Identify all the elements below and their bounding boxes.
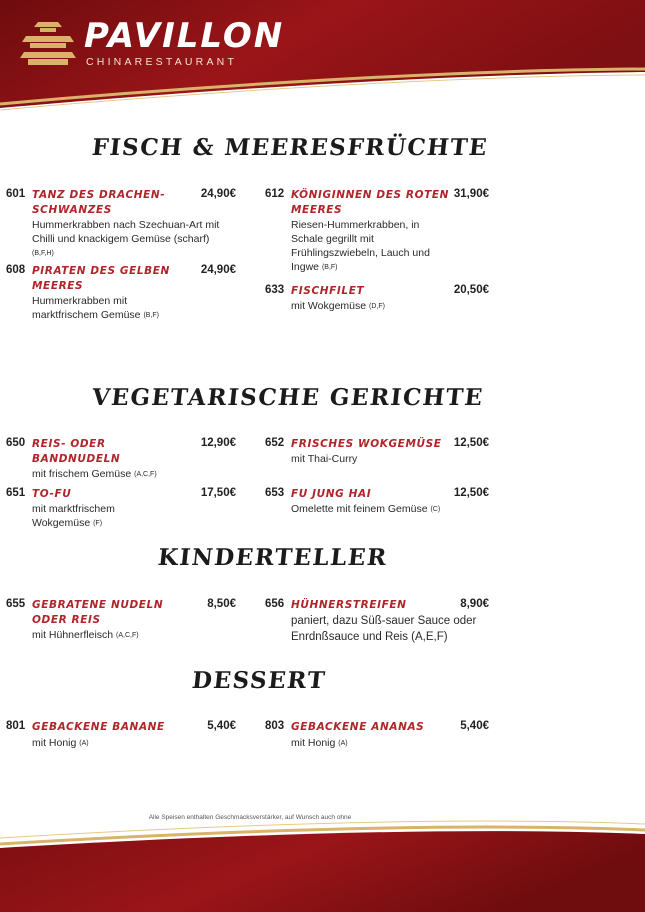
allergen-codes: (A) [338,740,348,747]
item-description: mit Honig (A) [32,737,89,749]
item-description: mit frischem Gemüse (A,C,F) [32,468,157,480]
allergen-codes: (A,C,F) [134,471,157,478]
menu-item-803 [265,720,495,750]
item-name: GEBACKENE BANANE [32,721,165,733]
allergen-codes: (F) [93,520,103,527]
item-description: mit Wokgemüse (D,F) [291,300,385,312]
item-number: 601 [6,188,26,200]
allergen-codes: (C) [430,506,441,513]
menu-item-612 [265,188,495,278]
menu-item-655 [6,598,236,643]
item-number: 803 [265,720,285,732]
item-description: Omelette mit feinem Gemüse (C) [291,503,441,515]
menu-item-801 [6,720,236,750]
item-price: 5,40€ [460,720,489,732]
item-price: 12,90€ [200,437,236,449]
item-name: REIS- ODER BANDNUDELN [32,438,121,465]
allergen-codes: (A) [79,740,89,747]
item-name: HÜHNERSTREIFEN [291,599,407,611]
item-description: mit Honig (A) [291,737,348,749]
item-name: FRISCHES WOKGEMÜSE [291,438,442,450]
item-number: 612 [265,188,285,200]
item-name: TANZ DES DRACHEN- SCHWANZES [32,189,166,216]
item-price: 24,90€ [200,264,236,276]
item-name: FU JUNG HAI [291,488,372,500]
section-title-vegetarisch: VEGETARISCHE GERICHTE [90,384,485,411]
menu-item-651 [6,487,236,532]
brand-name: PAVILLON [84,16,285,56]
menu-item-652 [265,437,495,467]
item-description: mit marktfrischem Wokgemüse (F) [32,503,115,529]
menu-item-601 [6,188,236,263]
item-name: FISCHFILET [291,285,365,297]
menu-item-656 [265,598,495,648]
allergen-codes: (B,F) [321,264,338,271]
item-number: 656 [265,598,285,610]
item-description: paniert, dazu Süß-sauer Sauce oder Enrdnßsauce und Reis (A,E,F) [291,615,477,643]
item-name: KÖNIGINNEN DES ROTEN MEERES [291,189,450,216]
item-price: 17,50€ [200,487,236,499]
item-name: GEBACKENE ANANAS [291,721,425,733]
item-price: 24,90€ [200,188,236,200]
item-number: 653 [265,487,285,499]
item-description: Riesen-Hummerkrabben, in Schale gegrillt mit Frühlingszwiebeln, Lauch und Ingwe (B,F) [291,219,430,273]
allergen-codes: (D,F) [369,303,385,310]
item-description: mit Hühnerfleisch (A,C,F) [32,629,139,641]
pagoda-logo-icon [20,18,76,68]
item-description: Hummerkrabben nach Szechuan-Art mit Chilli und knackigem Gemüse (scharf) (B,F,H) [32,219,220,257]
item-name: PIRATEN DES GELBEN MEERES [32,265,170,292]
section-title-dessert: DESSERT [190,667,328,694]
menu-item-608 [6,264,236,324]
footer-band [0,812,645,912]
section-title-fisch: FISCH & MEERESFRÜCHTE [90,134,490,161]
item-number: 801 [6,720,26,732]
item-price: 8,90€ [460,598,489,610]
item-description: mit Thai-Curry [291,453,358,465]
item-number: 633 [265,284,285,296]
item-description: Hummerkrabben mit marktfrischem Gemüse (B,F) [32,295,160,321]
item-number: 608 [6,264,26,276]
item-price: 31,90€ [453,188,489,200]
item-price: 8,50€ [207,598,236,610]
item-number: 650 [6,437,26,449]
item-number: 655 [6,598,26,610]
menu-item-650 [6,437,236,482]
item-price: 20,50€ [453,284,489,296]
item-price: 12,50€ [453,487,489,499]
item-price: 5,40€ [207,720,236,732]
brand-subtitle: CHINARESTAURANT [86,56,238,68]
item-name: TO-FU [32,488,72,500]
item-name: GEBRATENE NUDELN ODER REIS [32,599,164,626]
allergen-codes: (A,C,F) [116,632,139,639]
item-number: 651 [6,487,26,499]
menu-item-633 [265,284,495,314]
allergen-codes: (B,F,H) [32,250,54,257]
allergen-codes: (B,F) [143,312,160,319]
item-number: 652 [265,437,285,449]
section-title-kinderteller: KINDERTELLER [156,544,390,571]
menu-item-653 [265,487,495,517]
footnote: Alle Speisen enthalten Geschmacksverstärker, auf Wunsch auch ohne [148,814,352,821]
item-price: 12,50€ [453,437,489,449]
